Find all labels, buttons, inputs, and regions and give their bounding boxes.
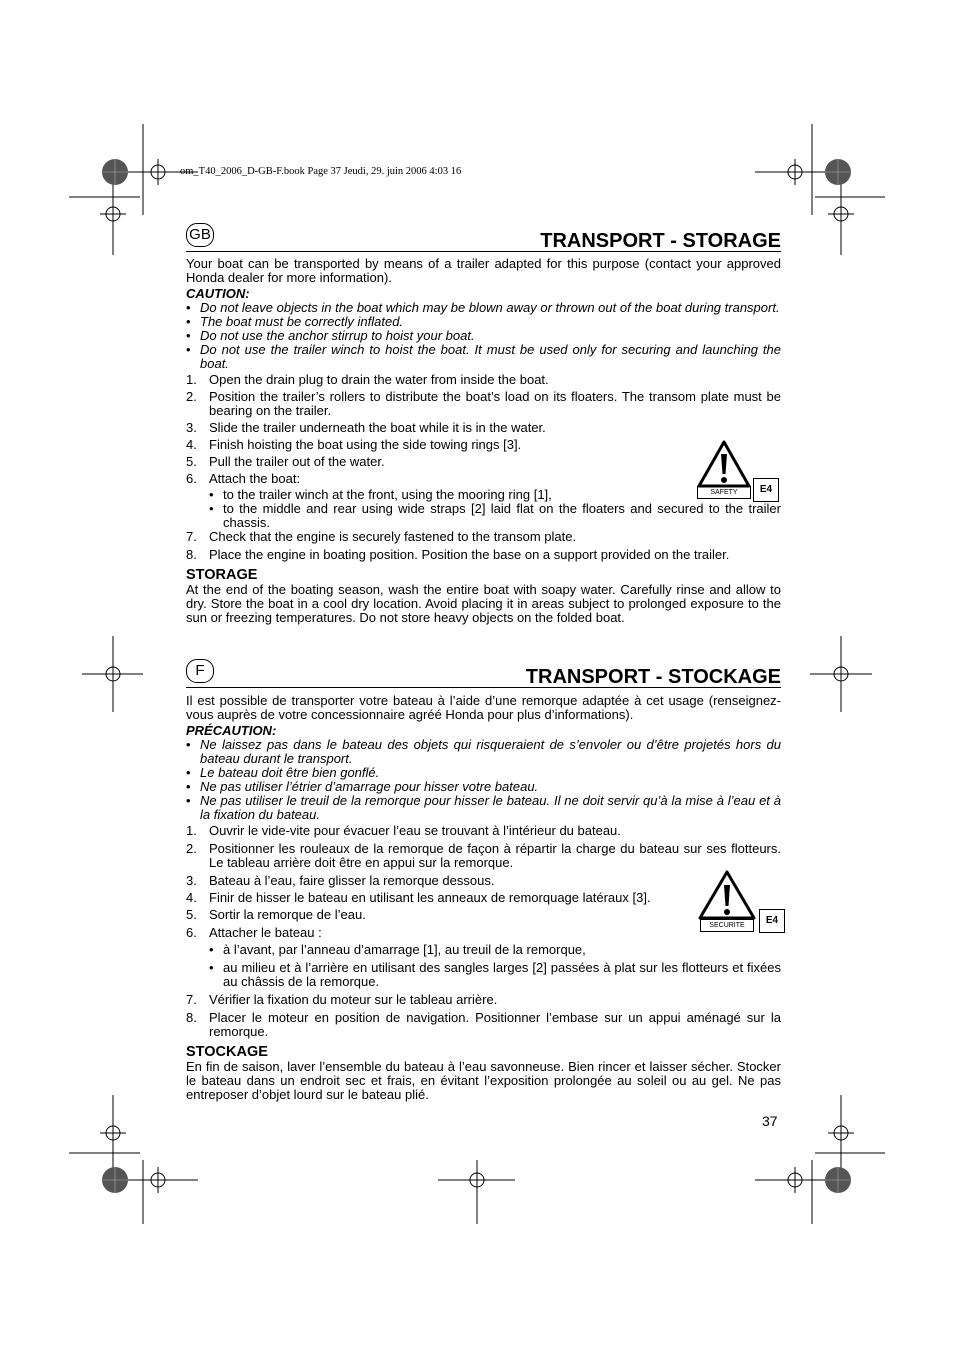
storage-text-gb: At the end of the boating season, wash the entire boat with soapy water. Carefully rinse and allow to dry. Store the boat in a cool dry location. Avoid placing it in areas subject to prolonged exposure to the sun or freezing temperatures. Do not store heavy objects on the folded boat. — [186, 582, 781, 625]
step-item — [186, 373, 781, 387]
step-text: Positionner les rouleaux de la remorque de façon à répartir la charge du bateau sur ses flotteurs. Le tableau arrière doit être en appui sur la remorque. — [209, 841, 781, 870]
step-number: 6. — [186, 471, 197, 486]
step-text: Place the engine in boating position. Position the base on a support provided on the trailer. — [209, 547, 730, 562]
step-number: 6. — [186, 925, 197, 940]
step-number: 1. — [186, 372, 197, 387]
caution-label-gb: CAUTION: — [186, 286, 250, 301]
securite-label: SECURITE — [700, 919, 754, 932]
step-item — [186, 1011, 781, 1039]
step-number: 5. — [186, 907, 197, 922]
lang-badge-gb: GB — [186, 223, 214, 247]
substep-text: au milieu et à l’arrière en utilisant des sangles larges [2] passées à plat sur les flotteurs et fixées au châssis de la remorque. — [223, 960, 781, 989]
intro-fr: Il est possible de transporter votre bateau à l’aide d’une remorque adaptée à cet usage (renseignez-vous auprès de votre concessionnaire agréé Honda pour plus d’informations). — [186, 693, 781, 722]
gb-header — [186, 221, 781, 252]
warning-triangle-icon — [697, 870, 757, 920]
step-text: Position the trailer’s rollers to distribute the boat’s load on its floaters. The transom plate must be bearing on the trailer. — [209, 389, 781, 418]
caution-item: • Ne laissez pas dans le bateau des objets qui risqueraient de s’envoler ou d’être projetés hors du bateau durant le transport. — [186, 738, 781, 766]
substep-text: to the middle and rear using wide straps [2] laid flat on the floaters and secured to the trailer chassis. — [223, 501, 781, 530]
step-text: Placer le moteur en position de navigation. Positionner l’embase sur un appui aménagé sur la remorque. — [209, 1010, 781, 1039]
caution-item: • Do not use the trailer winch to hoist the boat. It must be used only for securing and launching the boat. — [186, 343, 781, 371]
safety-warning-gb — [697, 440, 787, 510]
warning-code: E4 — [759, 909, 785, 933]
caution-item: • The boat must be correctly inflated. — [186, 315, 781, 329]
substep-text: à l’avant, par l’anneau d’amarrage [1], au treuil de la remorque, — [223, 942, 586, 957]
step-text: Ouvrir le vide-vite pour évacuer l’eau se trouvant à l’intérieur du bateau. — [209, 823, 621, 838]
step-number: 8. — [186, 1010, 197, 1025]
step-item — [186, 548, 781, 562]
substep-item: • to the middle and rear using wide straps [2] laid flat on the floaters and secured to the trailer chassis. — [209, 501, 781, 530]
step-number: 2. — [186, 389, 197, 404]
storage-text-fr: En fin de saison, laver l’ensemble du bateau à l’eau savonneuse. Bien rincer et laisser sécher. Stocker le bateau dans un endroit sec et frais, en évitant l’exposition prolongée au soleil ou au gel. Ne pas entreposer d’objet lourd sur le bateau plié. — [186, 1059, 781, 1102]
safety-warning-fr — [697, 870, 787, 940]
step-text: Vérifier la fixation du moteur sur le tableau arrière. — [209, 992, 498, 1007]
step-number: 4. — [186, 890, 197, 905]
step-item — [186, 926, 781, 940]
step-text: Finish hoisting the boat using the side towing rings [3]. — [209, 437, 522, 452]
step-text: Attach the boat: — [209, 471, 301, 486]
substep-item: • à l’avant, par l’anneau d’amarrage [1], au treuil de la remorque, — [209, 942, 586, 957]
step-number: 3. — [186, 873, 197, 888]
step-number: 2. — [186, 841, 197, 856]
step-item — [186, 390, 781, 418]
page-number: 37 — [762, 1113, 778, 1129]
book-info: om_T40_2006_D-GB-F.book Page 37 Jeudi, 29. juin 2006 4:03 16 — [180, 166, 462, 177]
step-text: Slide the trailer underneath the boat while it is in the water. — [209, 420, 546, 435]
substep-text: to the trailer winch at the front, using the mooring ring [1], — [223, 487, 552, 502]
gb-section — [186, 221, 781, 625]
caution-item: • Ne pas utiliser l’étrier d’amarrage pour hisser votre bateau. — [186, 780, 781, 794]
step-number: 7. — [186, 529, 197, 544]
caution-label-fr: PRÉCAUTION: — [186, 723, 277, 738]
page-title-gb: TRANSPORT - STORAGE — [540, 230, 781, 252]
step-item — [186, 530, 781, 544]
step-text: Finir de hisser le bateau en utilisant les anneaux de remorquage latéraux [3]. — [209, 890, 651, 905]
storage-title-gb: STORAGE — [186, 567, 258, 583]
caution-item: • Ne pas utiliser le treuil de la remorque pour hisser le bateau. Il ne doit servir qu’à la mise à l’eau et à la fixation du bateau. — [186, 794, 781, 822]
step-text: Sortir la remorque de l’eau. — [209, 907, 366, 922]
step-item — [186, 891, 781, 905]
step-number: 1. — [186, 823, 197, 838]
step-text: Bateau à l’eau, faire glisser la remorque dessous. — [209, 873, 495, 888]
warning-triangle-icon — [697, 440, 751, 488]
step-text: Attacher le bateau : — [209, 925, 322, 940]
step-item — [186, 421, 781, 435]
step-number: 8. — [186, 547, 197, 562]
step-item — [186, 824, 781, 838]
step-number: 3. — [186, 420, 197, 435]
fr-section — [186, 657, 781, 1102]
step-item — [186, 908, 781, 922]
substep-item: • to the trailer winch at the front, using the mooring ring [1], — [209, 487, 552, 502]
step-item — [186, 455, 781, 469]
caution-item: • Le bateau doit être bien gonflé. — [186, 766, 781, 780]
intro-gb: Your boat can be transported by means of a trailer adapted for this purpose (contact your approved Honda dealer for more information). — [186, 256, 781, 285]
step-text: Pull the trailer out of the water. — [209, 454, 385, 469]
lang-badge-f: F — [186, 659, 214, 683]
storage-title-fr: STOCKAGE — [186, 1044, 268, 1060]
step-item — [186, 472, 781, 486]
step-item — [186, 842, 781, 870]
step-number: 7. — [186, 992, 197, 1007]
substep-item: • au milieu et à l’arrière en utilisant des sangles larges [2] passées à plat sur les flotteurs et fixées au châssis de la remorque. — [209, 960, 781, 989]
caution-item: • Do not use the anchor stirrup to hoist your boat. — [186, 329, 781, 343]
step-number: 5. — [186, 454, 197, 469]
step-text: Check that the engine is securely fastened to the transom plate. — [209, 529, 577, 544]
step-text: Open the drain plug to drain the water from inside the boat. — [209, 372, 549, 387]
step-item — [186, 993, 781, 1007]
warning-code: E4 — [753, 478, 779, 502]
page-title-fr: TRANSPORT - STOCKAGE — [525, 666, 781, 688]
step-number: 4. — [186, 437, 197, 452]
safety-label: SAFETY — [697, 486, 751, 499]
step-item — [186, 874, 781, 888]
step-item — [186, 438, 781, 452]
fr-header — [186, 657, 781, 688]
caution-item: • Do not leave objects in the boat which may be blown away or thrown out of the boat during transport. — [186, 301, 781, 315]
